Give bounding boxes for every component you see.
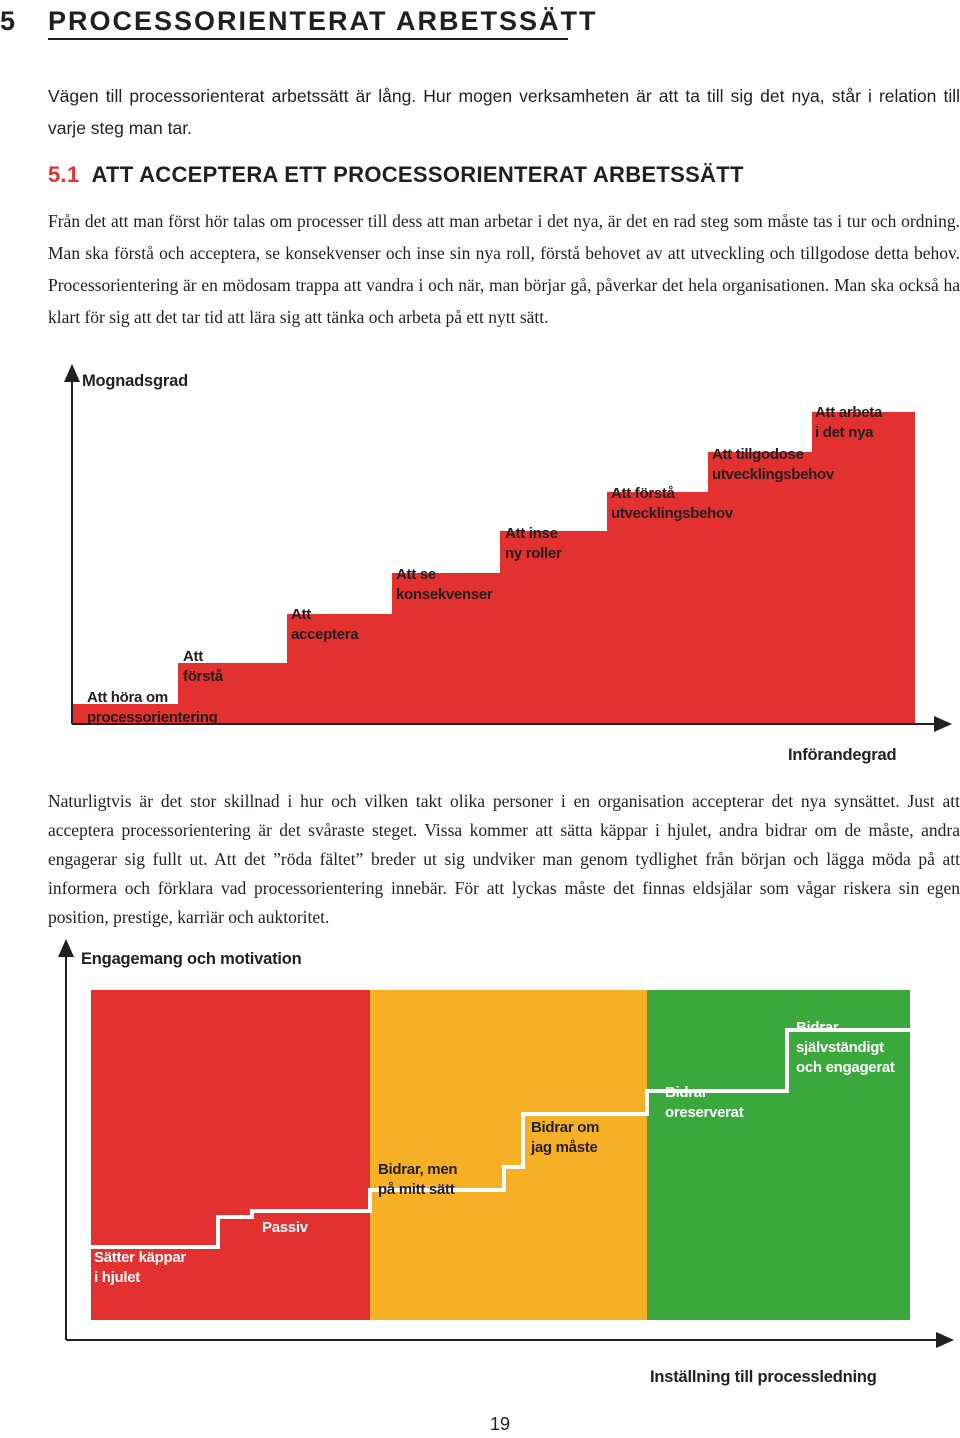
attitude-label-independent xyxy=(796,1018,895,1078)
step-label-hear xyxy=(87,688,217,728)
attitude-label-own-way xyxy=(378,1160,457,1200)
step-label-line: Sätter käppar xyxy=(94,1249,186,1266)
step-label-line: Att se xyxy=(396,566,436,583)
step-label-line: processorientering xyxy=(87,709,218,726)
step-label-line: ny roller xyxy=(505,545,562,562)
section-title: ATT ACCEPTERA ETT PROCESSORIENTERAT ARBETSSÄTT xyxy=(91,162,744,187)
step-label-line: i det nya xyxy=(815,424,874,441)
step-label-accept xyxy=(291,605,358,645)
step-label-line: Att förstå xyxy=(611,485,675,502)
step-label-line: Att inse xyxy=(505,525,558,542)
step-label-line: Att tillgodose xyxy=(712,446,804,463)
step-label-line: Att xyxy=(183,648,203,665)
step-label-understand xyxy=(183,647,223,687)
step-label-line: Bidrar xyxy=(665,1084,708,1101)
x-axis-title: Införandegrad xyxy=(788,746,897,764)
step-label-line: Att xyxy=(291,606,311,623)
step-label-new-roles xyxy=(505,524,562,564)
step-label-line: förstå xyxy=(183,668,223,685)
step-label-line: självständigt xyxy=(796,1039,884,1056)
attitude-label-obstruct xyxy=(94,1248,186,1288)
step-label-line: konsekvenser xyxy=(396,586,493,603)
intro-paragraph: Vägen till processorienterat arbetssätt är lång. Hur mogen verksamheten är att ta till sig det nya, står i relation till varje steg man tar. xyxy=(48,86,960,138)
attitude-label-if-must xyxy=(531,1118,599,1158)
body-paragraph-2: Naturligtvis är det stor skillnad i hur och vilken takt olika personer i en organisation accepterar det nya synsättet. Just att acceptera processorientering är det svåraste steget. Vissa kommer att sätta käppar i hjulet, andra bidrar om de måste, andra engagerar sig fullt ut. Att det ”röda fältet” breder ut sig undviker man genom tydlighet från början och lägga möda på att informera och förklara vad processorientering innebär. För att lyckas måste det finnas eldsjälar som vågar riskera sin egen position, prestige, karriär och auktoritet. xyxy=(48,791,960,927)
step-label-line: oreserverat xyxy=(665,1104,744,1121)
step-label-consequences xyxy=(396,565,492,605)
step-label-line: Att arbeta xyxy=(815,404,883,421)
section-heading xyxy=(48,162,744,188)
attitude-label-passive xyxy=(262,1218,308,1238)
step-label-line: Att höra om xyxy=(87,689,168,706)
step-label-line: utvecklingsbehov xyxy=(611,505,733,522)
y-axis-title: Mognadsgrad xyxy=(82,372,188,390)
step-label-line: Passiv xyxy=(262,1219,308,1236)
x-axis-title: Inställning till processledning xyxy=(650,1368,877,1386)
step-label-meet-needs xyxy=(712,445,834,485)
step-label-line: Bidrar, men xyxy=(378,1161,458,1178)
chapter-number: 5 xyxy=(0,6,18,36)
chapter-title-text: PROCESSORIENTERAT ARBETSSÄTT xyxy=(48,6,598,36)
y-axis-title: Engagemang och motivation xyxy=(81,950,302,968)
title-rule xyxy=(48,38,568,40)
y-axis-arrow xyxy=(64,364,80,382)
x-axis-arrow xyxy=(934,716,952,732)
yellow-zone xyxy=(370,990,647,1320)
step-label-line: Bidrar xyxy=(796,1019,839,1036)
x-axis-arrow xyxy=(936,1332,954,1348)
step-label-line: jag måste xyxy=(531,1139,598,1156)
step-label-line: på mitt sätt xyxy=(378,1181,455,1198)
chapter-title xyxy=(0,6,598,37)
step-label-line: utvecklingsbehov xyxy=(712,466,834,483)
engagement-staircase-figure xyxy=(0,935,960,1355)
attitude-label-unreserved xyxy=(665,1083,743,1123)
y-axis-arrow xyxy=(58,939,74,957)
step-label-line: och engagerat xyxy=(796,1059,895,1076)
body-paragraph-1: Från det att man först hör talas om processer till dess att man arbetar i det nya, är det en rad steg som måste tas i tur och ordning. Man ska förstå och acceptera, se konsekvenser och inse sin nya roll, förstå behovet av att utveckling och tillgodose detta behov. Processorientering är en mödosam trappa att vandra i och när, man börjar gå, påverkar det hela organisationen. Man ska också ha klart för sig att det tar tid att lära sig att tänka och arbeta på ett nytt sätt. xyxy=(48,211,960,327)
section-number: 5.1 xyxy=(48,162,80,187)
step-label-line: Bidrar om xyxy=(531,1119,600,1136)
page-number: 19 xyxy=(489,1414,511,1434)
step-label-work-new xyxy=(815,403,882,443)
step-label-line: i hjulet xyxy=(94,1269,140,1286)
step-label-understand-needs xyxy=(611,484,733,524)
step-label-line: acceptera xyxy=(291,626,359,643)
